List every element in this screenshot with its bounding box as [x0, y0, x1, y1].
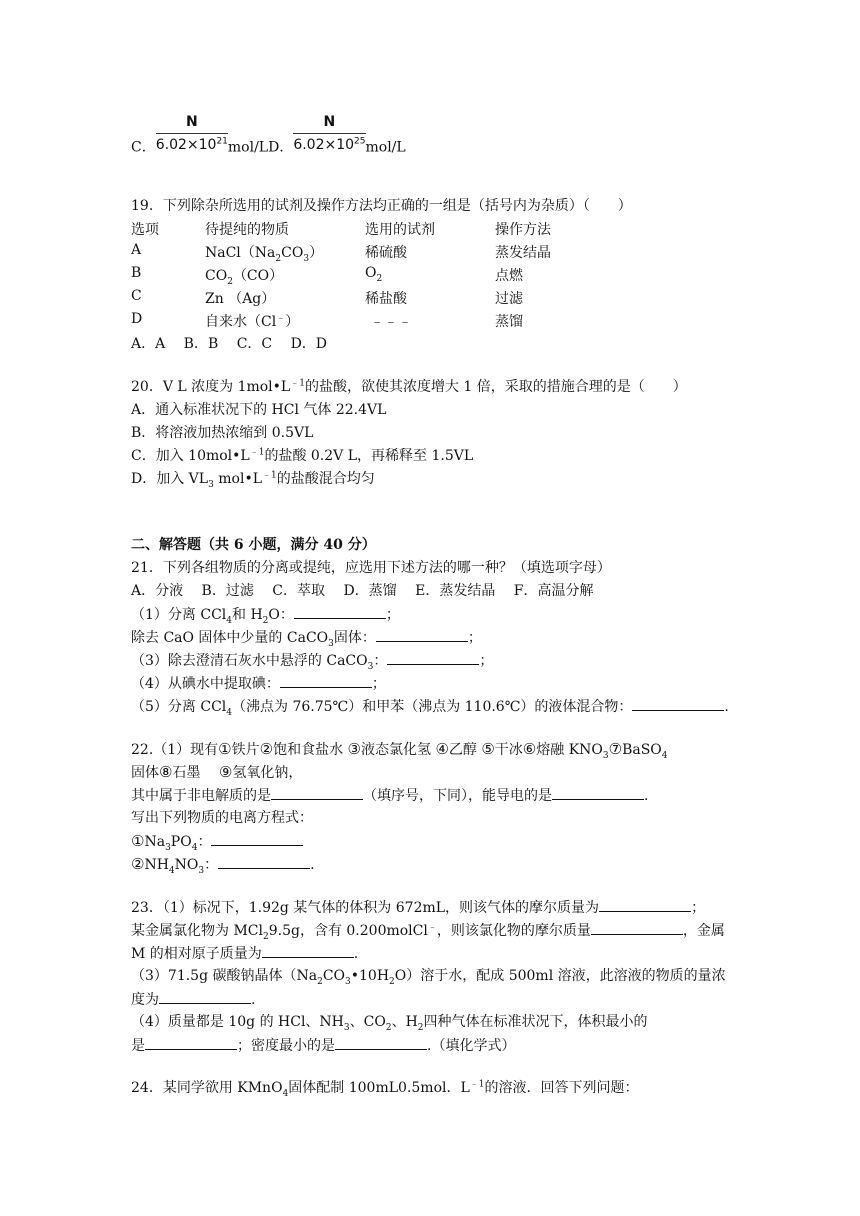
q21-options: A．分液 B．过滤 C．萃取 D．蒸馏 E．蒸发结晶 F．高温分解: [131, 583, 594, 599]
q23-line7: 是 ；密度最小的是 .（填化学式）: [131, 1035, 515, 1056]
q21-part2: 除去 CaO 固体中少量的 CaCO$_3$固体： ；: [131, 627, 482, 648]
q19-row-a-substance: $NaCl(Na_2CO_3)$: [205, 245, 324, 264]
q23-line5: 度为 .: [131, 989, 255, 1010]
q19-row-c-reagent: 稀盐酸: [365, 291, 407, 307]
q19-header-option: 选项: [131, 222, 159, 238]
q21-part1: （1）分离 CCl$_4$和 $H_2O$： ；: [131, 604, 400, 625]
q23-chloride-molar-mass-blank[interactable]: [591, 920, 683, 935]
q19-row-c-method: 过滤: [495, 291, 523, 307]
q20-option-b: B．将溶液加热浓缩到 0.5VL: [131, 425, 314, 441]
q21-part3-blank[interactable]: [387, 650, 479, 665]
q19-row-c-substance: Zn （Ag）: [205, 291, 276, 307]
q19-header-method: 操作方法: [495, 222, 551, 238]
section2-title: 二、解答题（共 6 小题，满分 40 分）: [131, 537, 376, 553]
q18-c-fraction: [156, 112, 228, 155]
q19-row-d-reagent: ﹣﹣﹣: [370, 314, 412, 330]
q24-stem: 24．某同学欲用 KMnO$_4$固体配制 100mL0.5mol．$L^{﹣1}$的溶液．回答下列问题：: [131, 1079, 639, 1099]
q19-row-d-option: D: [131, 311, 143, 327]
q22-equation2: $②NH_4NO_3$： .: [131, 855, 315, 876]
q22-line2: 固体⑧石墨 ⑨氢氧化钠，: [131, 763, 303, 781]
q23-molar-mass-blank[interactable]: [599, 897, 691, 912]
q23-line6: （4）质量都是 10g 的 HCl、$NH_3$、$CO_2$、$H_2$四种气体在标准状况下，体积最小的: [131, 1014, 648, 1033]
q18-d-unit: mol/L: [365, 139, 406, 156]
q18-d-label: D．: [268, 139, 294, 156]
q18-c-label: C．: [131, 139, 156, 156]
q20-option-a: A．通入标准状况下的 HCl 气体 22.4VL: [131, 402, 387, 418]
q23-smallest-volume-blank[interactable]: [145, 1035, 237, 1050]
q22-conductive-blank[interactable]: [552, 785, 644, 800]
q20-stem: 20．V L 浓度为 $1mol•L^{﹣1}$的盐酸，欲使其浓度增大 1 倍，采取的措施合理的是（ ）: [131, 378, 687, 395]
q23-smallest-density-blank[interactable]: [335, 1035, 427, 1050]
q19-row-a-reagent: 稀硫酸: [365, 245, 407, 261]
q19-row-d-method: 蒸馏: [495, 314, 523, 330]
q22-line1: 22.（1）现有①铁片②饱和食盐水 ③液态氯化氢 ④乙醇 ⑤干冰⑥熔融 $KNO_3⑦BaSO_4$: [131, 740, 668, 761]
q23-line1: 23．（1）标况下，1.92g 某气体的体积为 672mL，则该气体的摩尔质量为 ；: [131, 897, 705, 918]
q19-row-a-method: 蒸发结晶: [495, 245, 551, 261]
q21-part4-blank[interactable]: [280, 673, 372, 688]
q22-line4: 写出下列物质的电离方程式：: [131, 810, 313, 826]
q23-line2: 某金属氯化物为 MCl$_2$9.5g，含有 0.200molCl﹣，则该氯化物的摩尔质量 ，金属: [131, 920, 725, 941]
q22-equation2-blank[interactable]: [218, 854, 310, 869]
q19-row-b-reagent: $O_2$: [365, 265, 383, 284]
q19-header-substance: 待提纯的物质: [205, 222, 289, 238]
q22-equation1-blank[interactable]: [211, 831, 303, 846]
q18-c-denominator: $6.02\times 10^{21}$: [155, 136, 228, 153]
q23-line3: M 的相对原子质量为 .: [131, 943, 358, 964]
q21-part1-blank[interactable]: [294, 604, 386, 619]
q19-row-c-option: C: [131, 288, 142, 304]
q23-concentration-blank[interactable]: [159, 989, 251, 1004]
q19-row-b-method: 点燃: [495, 268, 523, 284]
q19-row-d-substance: 自来水（Cl﹣）: [205, 313, 300, 330]
q23-line4: （3）71.5g 碳酸钠晶体$(Na_2CO_3•10H_2O)$溶于水，配成 500ml 溶液，此溶液的物质的量浓: [131, 968, 726, 987]
q21-part5: （5）分离 CCl$_4$（沸点为 76.75℃）和甲苯（沸点为 110.6℃）的液体混合物： .: [131, 696, 729, 717]
q21-stem: 21．下列各组物质的分离或提纯，应选用下述方法的哪一种？（填选项字母）: [131, 560, 611, 576]
q18-c-numerator: N: [156, 112, 228, 134]
q21-part3: （3）除去澄清石灰水中悬浮的 CaCO$_3$： ；: [131, 650, 493, 671]
q22-line3: 其中属于非电解质的是 （填序号，下同），能导电的是 .: [131, 785, 648, 806]
q18-d-fraction: [293, 112, 365, 155]
q18-options-cd: [131, 112, 406, 158]
q21-part5-blank[interactable]: [632, 696, 724, 711]
q18-d-numerator: N: [293, 112, 365, 134]
q19-header-reagent: 选用的试剂: [365, 222, 435, 238]
q21-part4: （4）从碘水中提取碘： ；: [131, 673, 386, 694]
q20-option-c: C．加入 $10mol•L^{﹣1}$的盐酸 0.2V L，再稀释至 1.5VL: [131, 447, 474, 464]
q19-row-b-substance: $CO_2(CO)$: [205, 268, 284, 287]
q22-nonelectrolyte-blank[interactable]: [271, 785, 363, 800]
q20-option-d: D．加入 $VL_3$ $mol•L^{﹣1}$的盐酸混合均匀: [131, 470, 375, 490]
q18-c-unit: mol/L: [227, 139, 269, 156]
q19-stem: 19．下列除杂所选用的试剂及操作方法均正确的一组是（括号内为杂质）（ ）: [131, 198, 632, 214]
q19-row-b-option: B: [131, 265, 142, 281]
q19-choices: A．A B．B C．C D．D: [131, 336, 328, 352]
q19-row-a-option: A: [131, 242, 142, 258]
q23-atomic-mass-blank[interactable]: [262, 943, 354, 958]
q21-part2-blank[interactable]: [376, 627, 468, 642]
q18-d-denominator: $6.02\times 10^{25}$: [293, 136, 366, 153]
q22-equation1: $①Na_3PO_4$：: [131, 831, 303, 852]
